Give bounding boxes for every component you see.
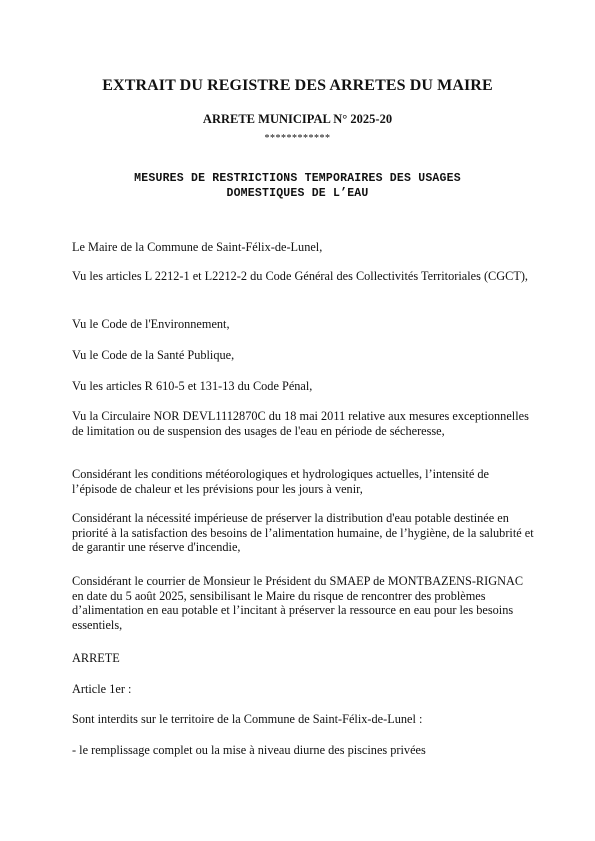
object-line-2: DOMESTIQUES DE L’EAU: [226, 187, 369, 200]
arrete-object: [0, 171, 595, 201]
arrete-heading: ARRETE: [72, 651, 120, 665]
separator: ************: [264, 133, 331, 144]
paragraph-code-penal: Vu les articles R 610-5 et 131-13 du Code Pénal,: [72, 379, 313, 393]
paragraph-sante: Vu le Code de la Santé Publique,: [72, 348, 235, 362]
paragraph-circulaire: Vu la Circulaire NOR DEVL1112870C du 18 mai 2011 relative aux mesures exceptionnelles de limitation ou de suspension des usages de l'eau en période de sécheresse,: [72, 409, 529, 438]
arrete-number: ARRETE MUNICIPAL N° 2025-20: [202, 112, 393, 126]
paragraph-environnement: Vu le Code de l'Environnement,: [72, 317, 230, 331]
list-item: - le remplissage complet ou la mise à niveau diurne des piscines privées: [72, 743, 426, 757]
paragraph-interdits: Sont interdits sur le territoire de la Commune de Saint-Félix-de-Lunel :: [72, 712, 423, 726]
document-title: EXTRAIT DU REGISTRE DES ARRETES DU MAIRE: [102, 77, 493, 94]
paragraph-maire: Le Maire de la Commune de Saint-Félix-de-Lunel,: [72, 240, 323, 254]
paragraph-cgct: Vu les articles L 2212-1 et L2212-2 du Code Général des Collectivités Territoriales (CGCT),: [72, 269, 528, 283]
paragraph-conditions: Considérant les conditions météorologiques et hydrologiques actuelles, l’intensité de l’épisode de chaleur et les prévisions pour les jours à venir,: [72, 467, 489, 496]
article-heading: Article 1er :: [72, 682, 132, 696]
paragraph-necessite: Considérant la nécessité impérieuse de préserver la distribution d'eau potable destinée en priorité à la satisfaction des besoins de l’alimentation humaine, de l’hygiène, de la salubrité et de garantir une réserve d'incendie,: [72, 511, 534, 555]
object-line-1: MESURES DE RESTRICTIONS TEMPORAIRES DES USAGES: [134, 172, 461, 185]
paragraph-courrier: Considérant le courrier de Monsieur le Président du SMAEP de MONTBAZENS-RIGNAC en date du 5 août 2025, sensibilisant le Maire du risque de rencontrer des problèmes d’alimentation en eau potable et l’incitant à préserver la ressource en eau pour les besoins essentiels,: [72, 574, 524, 632]
